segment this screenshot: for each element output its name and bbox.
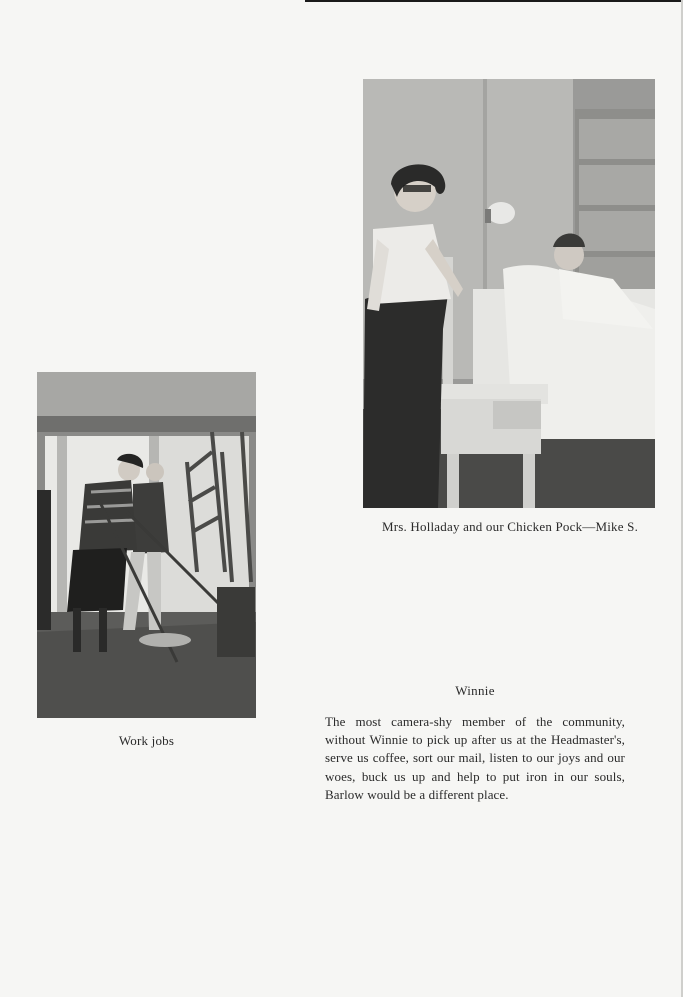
nurse-photo-caption: Mrs. Holladay and our Chicken Pock—Mike S. [381, 519, 639, 534]
winnie-paragraph: The most camera-shy member of the community, without Winnie to pick up after us at the Headmaster's, serve us coffee, sort our mail, listen to our joys and our woes, buck us up and help to put iron in our souls, Barlow would be a different place. [325, 714, 625, 802]
page-top-edge [305, 0, 683, 2]
work-jobs-caption: Work jobs [118, 733, 175, 748]
winnie-heading: Winnie [455, 683, 495, 698]
nurse-photo [363, 79, 655, 508]
work-jobs-photo [37, 372, 256, 718]
